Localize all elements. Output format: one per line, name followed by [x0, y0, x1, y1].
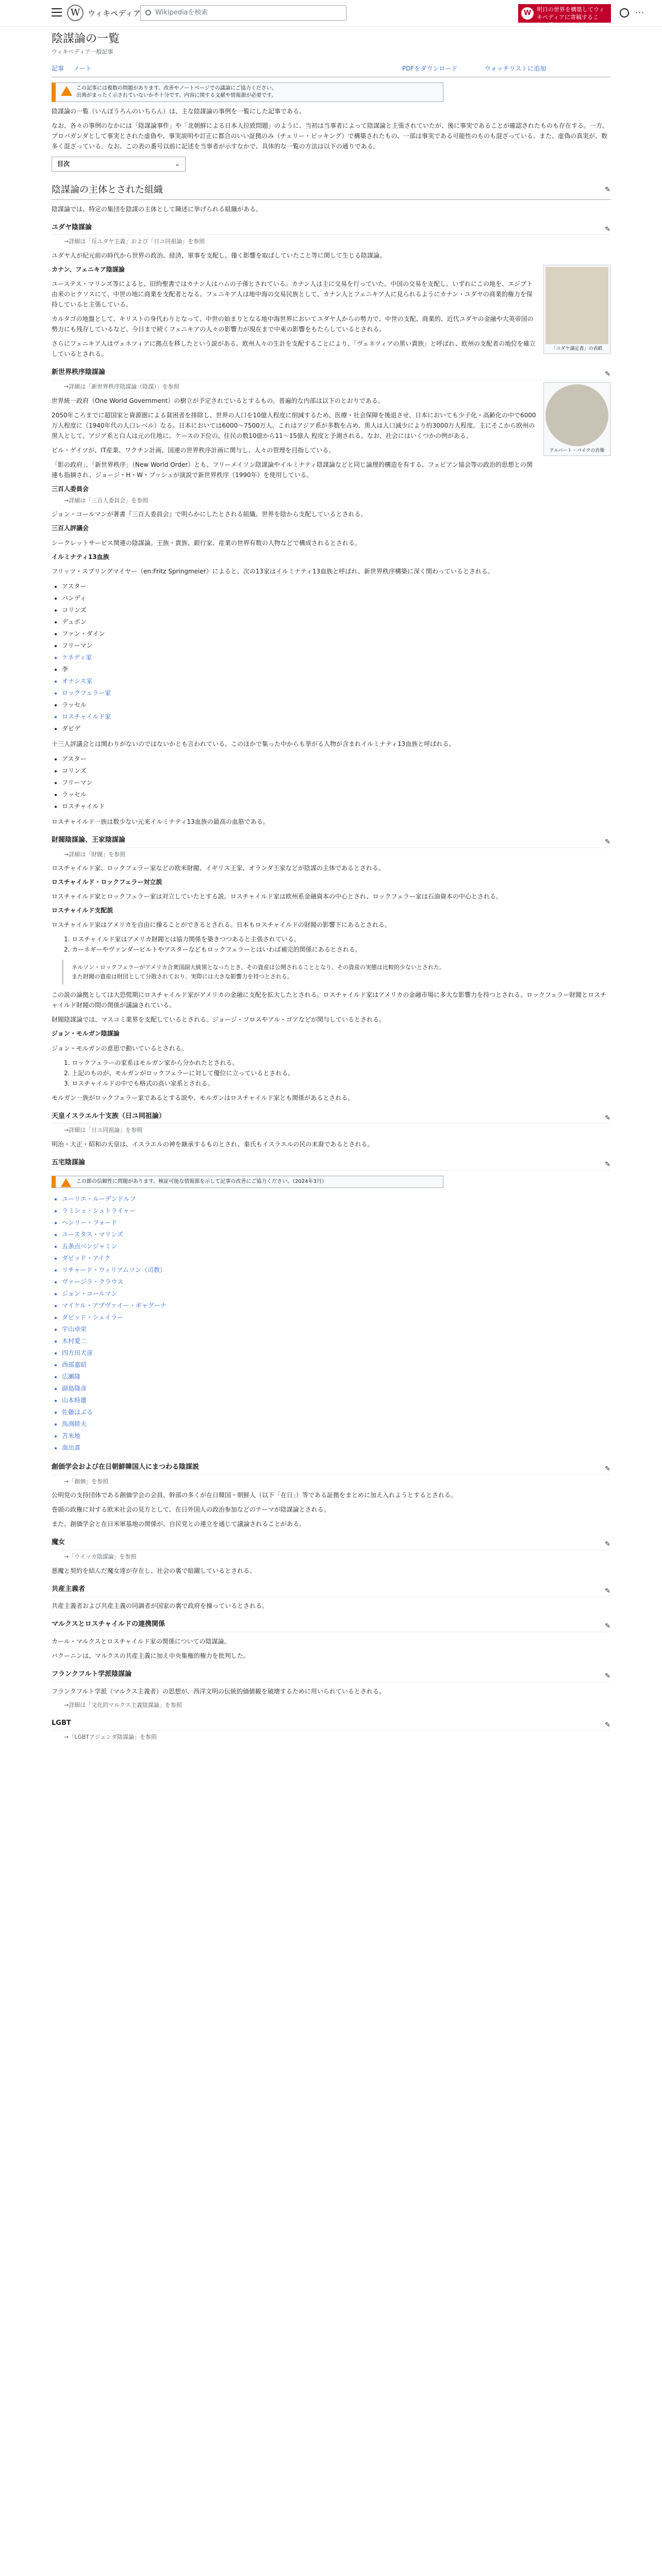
- section-heading: 共産主義者 ✎: [52, 1584, 610, 1597]
- tab-talk[interactable]: ノート: [73, 64, 92, 72]
- section-heading: ユダヤ陰謀論 ✎: [52, 223, 610, 235]
- section-heading: LGBT ✎: [52, 1718, 610, 1731]
- wikipedia-logo[interactable]: W: [67, 5, 84, 21]
- search-input[interactable]: Wikipediaを検索: [140, 5, 346, 21]
- section-heading: 魔女 ✎: [52, 1537, 610, 1550]
- tab-article[interactable]: 記事: [52, 64, 64, 72]
- edit-icon[interactable]: ✎: [605, 1114, 610, 1122]
- menu-icon[interactable]: [52, 8, 62, 16]
- edit-icon[interactable]: ✎: [605, 185, 610, 194]
- list: • アスター • コリンズ • フリーマン • ラッセル • ロスチャイルド: [62, 753, 610, 812]
- section-heading: 天皇イスラエル十支族（日ユ同祖論） ✎: [52, 1111, 610, 1124]
- edit-icon[interactable]: ✎: [605, 225, 610, 233]
- chevron-down-icon: ⌄: [174, 160, 180, 167]
- intro-paragraph: なお、各々の事例のなかには「陰謀論事件」や「北朝鮮による日本人拉致問題」のように、当初は当事者によって陰謀論と主張されていたが、後に事実であることが確認されたものも存在する。一方、プロパガンダとして事実とされた虚偽や、事実説明や訂正に都合のいい証拠のみ（チェリー・ピッキング）で構築されたもの、一部は事実である可能性のものも混ざっている。また、虚偽の真実が、数多く混ざっている。なお、この表の番号以前に記述を当事者が示すなかで、具体的な一覧の方法は以下の通りである。: [52, 122, 609, 150]
- blockquote: ネルソン・ロックフェラーがアメリカ合衆国副大統領となったとき、その資産は公開されることとなり、その資産の実態は比較的少ないとされた。また財閥の資産は財団として分散されており、実際には大きな影響力を持つとされる。: [62, 960, 454, 985]
- page-source: ウィキペディア一般記事: [52, 48, 113, 55]
- edit-icon[interactable]: ✎: [605, 1465, 610, 1473]
- intro-paragraph: 陰謀論の一覧（いんぼうろんのいちらん）は、主な陰謀論の事例を一覧にした記事である。: [52, 107, 306, 115]
- article-content: 陰謀論の一覧 ウィキペディア一般記事 記事 ノート PDFをダウンロード ウォッチリストに追加 この記事には複数の問題があります。改善やノートページでの議論にご協力ください。 出典がまったく示されていないか不十分です。内容に関する文献や情報源が必要です。 陰謀論の一覧（いんぼうろんのいちらん）は、主な陰謀論の事例を一覧にした記事である。 なお、各々の事例のなかには「陰謀論事件」や「北朝鮮による日本人拉致問題」のように、当初は当事者によって陰謀論と主張されていたが、後に事実であることが確認されたものも存在する。一方、プロパガンダとして事実とされた虚偽や、事実説明や訂正に都合のいい証拠のみ（チェリー・ピッキング）で構築されたもの、一部は事実である可能性のものも混ざっている。また、虚偽の真実が、数多く混ざっている。なお、この表の番号以前に記述を当事者が示すなかで、具体的な一覧の方法は以下の通りである。 目次 ⌄ 陰謀論の主体とされた組織 ✎ 陰謀論では、特定の集団を陰謀の主体として陳述に挙げられる組織がある。 ユダヤ陰謀論 ✎ →詳細は「反ユダヤ主義」および「日ユ同祖論」を参照 ユダヤ人が紀元前の時代から世界の政治、経済、軍事を支配し、僅く影響を取ばしていたこと等に関して生じる陰謀論。 「ユダヤ議定書」の表紙 カナン、フェニキア陰謀論 ユーステス・マリンズ等によると、旧約聖書ではカナン人はハムの子孫とされている。カナン人は主に交易を行っていた。中国の交易を支配し、いずれにこの地を、エジプト由来のヒクソスにて、中世の地に商業を支配者となる。フェニキア人は地中海の交易民族として、カナン人とフェニキア人に見られるようにカナン・ユダヤの商業的権力を保持していると主張している。 カルタゴの地盤として、キリストの身代わりとなって、中世の始まりとなる地中海世界においてユダヤ人からの勢力で、中世の支配、商業的、近代ユダヤの金融や大英帝国の勢力にも残存しているなど、今日まで続くフェニキアの人々の影響力が現在まで中東の影響をもたらしているとされる。 さらにフェニキア人はヴェネツィアに拠点を移したという説がある。欧州人々の生計を支配することにより、「ヴェネツィアの黒い貴族」と呼ばれ、欧州の支配者の地位を確立しているとされる。 新世界秩序陰謀論 ✎ アルバート・パイクの肖像 →詳細は「新世界秩序陰謀論（陰謀）」を参照 世界統一政府（One World Government）の樹立が予定されているとするもの。普遍的な内部は以下のとおりである。 2050年ころまでに超国家と資源圏による貧困者を排除し、世界の人口を10億人程度に削減するため、医療・社会保障を後退させ、日本においても少子化・高齢化の中で6000万人程度に（1940年代の人口レベル）なる。日本においては6000～7500万人、これはアジア系が多数を占め、黒人は人口減少により約3000万人程度。主にそこから欧州の黒人として、アジア系と白人は元の住地に、ケースの下位の、住民の数10億から11～15億人 程度と予測される。なお、社会にはいくつかの例がある。 ビル・ゲイツが、IT産業、ワクチン計画、国連の世界秩序計画に関与し、人々の管理を目指している。 「影の政府」、「新世界秩序」（New World Order）とも、フリーメイソン陰謀論やイルミナティ陰謀論などと同じ論理的構造を有する、フェビアン協会等の政治的思想との関連も指摘され、ジョージ・H・W・ブッシュが演説で新世界秩序（1990年）を使用している。 三百人委員会 →詳細は「三百人委員会」を参照 ジョン・コールマンが著書『三百人委員会』で明らかにしたとされる組織。世界を陰から支配しているとされる。 三百人評議会 シークレットサービス関連の陰謀論。王族・貴族、銀行家、産業の世界有数の人物などで構成されるとされる。 イルミナティ13血族 フリッツ・スプリングマイヤー（en:Fritz Springmeier）によると、次の13家はイルミナティ13血族と呼ばれ、新世界秩序構築に深く関わっているとされる。 • アスター • バンディ • コリンズ • デュポン • ファン・ダイン • フリーマン • ケネディ家 • 李 • オナシス家 • ロックフェラー家 • ラッセル • ロスチャイルド家 • ダビデ 十三人評議会とは関わりがないのではないかとも言われている。このほかで集った中からも挙がる人物が含まれイルミナティ13血族と呼ばれる。 • アスター • コリンズ • フリーマン • ラッセル • ロスチャイルド ロスチャイルド一族は数少ない元来イルミナティ13血族の最高の血筋である。 財閥陰謀論、王家陰謀論 ✎ →詳細は「財閥」を参照 ロスチャイルド家、ロックフェラー家などの欧米財閥、イギリス王家、オランダ王家などが陰謀の主体であるとされる。 ロスチャイルド・ロックフェラー対立説 ロスチャイルド家とロックフェラー家は対立していたとする説。ロスチャイルド家は欧州系金融資本の中心とされ、ロックフェラー家は石油資本の中心とされる。 ロスチャイルド支配説 ロスチャイルド家はアメリカを自由に操ることができるとされる。日本もロスチャイルドの財閥の影響下にあるとされる。 1. ロスチャイルド家はアメリカ財閥とは協力関係を築きつつあると主張されている。 2. カーネギーやヴァンダービルトやアスターなどもロックフェラーとはいわば補完的関係にあるとされる。 ネルソン・ロックフェラーがアメリカ合衆国副大統領となったとき、その資産は公開されることとなり、その資産の実態は比較的少ないとされた。また財閥の資産は財団として分散されており、実際には大きな影響力を持つとされる。 この説の論拠としては大恐慌期にロスチャイルド家がアメリカの金融に支配を拡大したとされる。ロスチャイルド家はアメリカの金融市場に多大な影響力を持つとされる。ロックフェラー財閥とロスチャイルド財閥の間の関係が議論されている。 財閥陰謀論では、マスコミ業界を支配しているとされる。ジョージ・ソロスやアル・ゴアなどが関与しているとされる。 ジョン・モルガン陰謀論 ジョン・モルガンの意思で動いているとされる。 1. ロックフェラーの家系はモルガン家から分かれたとされる。 2. 上記のものが、モルガンがロックフェラーに対して優位に立っているとされる。 3. ロスチャイルドの中でも格式の高い家系とされる。 モルガン一族がロックフェラー家であるとする説や、モルガンはロスチャイルド家とも関係があるとされる。 天皇イスラエル十支族（日ユ同祖論） ✎ →詳細は「日ユ同祖論」を参照 明治・大正・昭和の天皇は、イスラエルの神を継承するものとされ、秦氏もイスラエルの民の末裔であるとされる。 五宅陰謀論 ✎ この節の信頼性に問題があります。検証可能な情報源を示して記事の改善にご協力ください。（2024年3月） • ユーリエ・ルーデンドルフ • ラミシュ・シュトライャー • ヘンリー・フォード • ユースタス・マリンズ • 五条点ベンジャミン • ダビッド・アイク • リチャード・ウィリアムソン（司教） • ヴァージラ・クラウス • ジョン・コールマン • マイケル・アプヴァイー・ギャグーナ • ダビッド・シェイラー • 宇山卓栄 • 木村愛二 • 四方田犬彦 • 西部嘉昭 • 広瀬隆 • 副島隆彦 • 山本時雄 • 佐藤はぶる • 馬渕睦夫 • 苫米地 • 南出喜 創価学会および在日朝鮮韓国人にまつわる陰謀説 ✎ →「創価」を参照 公明党の支持団体である創価学会の会員、幹部の多くが在日韓国・朝鮮人（以下「在日」）等である証拠をまとめに加え入れようとするとされる。 巻頭の政権に対する欧米社会の見方として、在日外国人の政治参加などのテーマが陰謀論とされる。 また、創価学会と在日米軍基地の関係が、自民党との連立を通じて議論されることがある。 魔女 ✎ →「ウイッカ陰謀論」を参照 悪魔と契約を結んだ魔女達が存在し、社会の裏で暗躍しているとされる。 共産主義者 ✎ 共産主義者および共産主義の同調者が国家の裏で政府を操っているとされる。 マルクスとロスチャイルドの連携関係 ✎ カール・マルクスとロスチャイルド家の関係についての陰謀論。 バクーニンは、マルクスの共産主義に加え中央集権的権力を批判した。 フランクフルト学派陰謀論 ✎ フランクフルト学派（マルクス主義者）の思想が、西洋文明の伝統的価値観を破壊するために用いられているとされる。 →詳細は「文化的マルクス主義陰謀論」を参照 LGBT ✎ →「LGBTアジェンダ陰謀論」を参照: [52, 31, 610, 1744]
- toc-toggle[interactable]: 目次 ⌄: [52, 157, 186, 172]
- warning-icon: [61, 1178, 71, 1187]
- people-list: • ユーリエ・ルーデンドルフ • ラミシュ・シュトライャー • ヘンリー・フォード • ユースタス・マリンズ • 五条点ベンジャミン • ダビッド・アイク • リチャード・ウィリアムソン（司教） • ヴァージラ・クラウス • ジョン・コールマン • マイケル・アプヴァイー・ギャグーナ • ダビッド・シェイラー • 宇山卓栄 • 木村愛二 • 四方田犬彦 • 西部嘉昭 • 広瀬隆 • 副島隆彦 • 山本時雄 • 佐藤はぶる • 馬渕睦夫 • 苫米地 • 南出喜: [62, 1193, 610, 1454]
- image-thumbnail[interactable]: アルバート・パイクの肖像: [543, 382, 610, 456]
- search-icon: [145, 10, 151, 15]
- edit-icon[interactable]: ✎: [605, 1721, 610, 1729]
- edit-icon[interactable]: ✎: [605, 1161, 610, 1169]
- section-heading: 新世界秩序陰謀論 ✎: [52, 367, 610, 380]
- issue-notice: この記事には複数の問題があります。改善やノートページでの議論にご協力ください。 出典がまったく示されていないか不十分です。内容に関する文献や情報源が必要です。: [52, 82, 443, 102]
- site-header: [0, 0, 662, 27]
- section-heading: 五宅陰謀論 ✎: [52, 1158, 610, 1171]
- donation-banner[interactable]: W 明日の世界を構築してウィキペディアに寄稿すること、誰かもらえます!: [518, 4, 611, 23]
- section-heading: 陰謀論の主体とされた組織 ✎: [52, 183, 610, 200]
- edit-icon[interactable]: ✎: [605, 1672, 610, 1681]
- section-heading: マルクスとロスチャイルドの連携関係 ✎: [52, 1619, 610, 1632]
- illuminati-list: • アスター • バンディ • コリンズ • デュポン • ファン・ダイン • フリーマン • ケネディ家 • 李 • オナシス家 • ロックフェラー家 • ラッセル • ロスチャイルド家 • ダビデ: [62, 581, 610, 735]
- more-icon[interactable]: ···: [635, 8, 645, 18]
- download-pdf-link[interactable]: PDFをダウンロード: [402, 64, 458, 72]
- edit-icon[interactable]: ✎: [605, 1587, 610, 1595]
- page-title: 陰謀論の一覧: [52, 32, 120, 45]
- user-icon[interactable]: [620, 8, 629, 18]
- edit-icon[interactable]: ✎: [605, 1622, 610, 1631]
- edit-icon[interactable]: ✎: [605, 370, 610, 379]
- section-heading: 財閥陰謀論、王家陰謀論 ✎: [52, 835, 610, 848]
- image-thumbnail[interactable]: 「ユダヤ議定書」の表紙: [543, 265, 610, 354]
- article-toolbar: [52, 60, 610, 77]
- watchlist-link[interactable]: ウォッチリストに追加: [485, 64, 547, 72]
- edit-icon[interactable]: ✎: [605, 1540, 610, 1549]
- edit-icon[interactable]: ✎: [605, 838, 610, 846]
- warning-icon: [61, 86, 72, 96]
- wikipedia-wordmark[interactable]: ウィキペディア: [88, 9, 141, 18]
- section-heading: 創価学会および在日朝鮮韓国人にまつわる陰謀説 ✎: [52, 1462, 610, 1475]
- banner-wikipedia-icon: W: [521, 7, 534, 20]
- citation-needed-notice: この節の信頼性に問題があります。検証可能な情報源を示して記事の改善にご協力ください。（2024年3月）: [52, 1176, 443, 1188]
- section-heading: フランクフルト学派陰謀論 ✎: [52, 1669, 610, 1682]
